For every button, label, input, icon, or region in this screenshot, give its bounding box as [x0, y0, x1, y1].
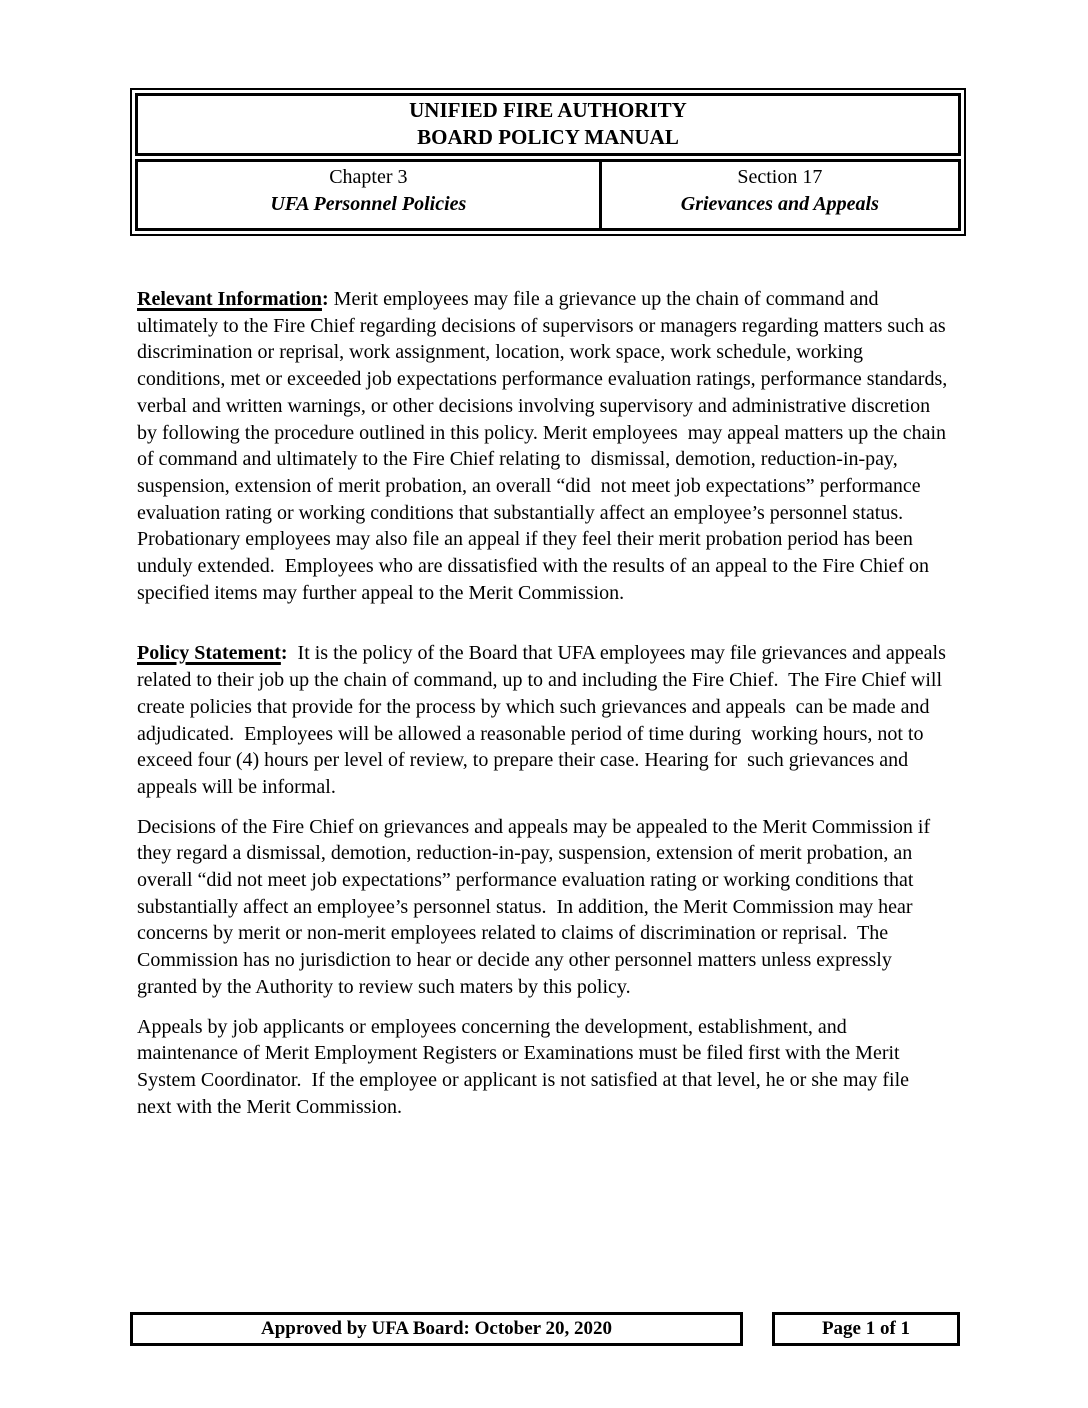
policy-header-table: [130, 88, 966, 236]
relevant-information-colon: :: [321, 288, 329, 310]
document-body: [137, 286, 953, 1133]
approval-text: Approved by UFA Board: October 20, 2020: [261, 1318, 612, 1339]
approval-box: [130, 1312, 743, 1346]
relevant-information-text: Merit employees may file a grievance up the chain of command and ultimately to the Fire Chief regarding decisions of supervisors or managers regarding matters such as discrimination or reprisal, work assignment, location, work space, work schedule, working conditions, met or exceeded job expectations performance evaluation ratings, performance standards, verbal and written warnings, or other decisions involving supervisory and administrative discretion by following the procedure outlined in this policy. Merit employees may appeal matters up the chain of command and ultimately to the Fire Chief relating to dismissal, demotion, reduction-in-pay, suspension, extension of merit probation, an overall “did not meet job expectations” performance evaluation rating or working conditions that substantially affect an employee’s personnel status. Probationary employees may also file an appeal if they feel their merit probation period has been unduly extended. Employees who are dissatisfied with the results of an appeal to the Fire Chief on specified items may further appeal to the Merit Commission.: [137, 288, 953, 604]
header-title-cell: [135, 93, 961, 156]
body-paragraph-appeals: Appeals by job applicants or employees concerning the development, establishment, and maintenance of Merit Employment Registers or Examinations must be filed first with the Merit System Coordinator. If the employee or applicant is not satisfied at that level, he or she may file next with the Merit Commission.: [137, 1015, 920, 1118]
body-paragraph-decisions: Decisions of the Fire Chief on grievances and appeals may be appealed to the Merit Commission if they regard a dismissal, demotion, reduction-in-pay, suspension, extension of merit probation, an overall “did not meet job expectations” performance evaluation rating or working conditions that substantially affect an employee’s personnel status. In addition, the Merit Commission may hear concerns by merit or non-merit employees related to claims of discrimination or reprisal. The Commission has no jurisdiction to hear or decide any other personnel matters unless expressly granted by the Authority to review such maters by this policy.: [137, 815, 941, 998]
chapter-name: UFA Personnel Policies: [270, 193, 467, 215]
header-info-row: [135, 159, 961, 231]
policy-statement-paragraph: [137, 640, 949, 800]
section-label: Section 17: [737, 166, 823, 188]
relevant-information-paragraph: [137, 286, 953, 606]
chapter-cell: [135, 159, 602, 231]
policy-statement-text: It is the policy of the Board that UFA employees may file grievances and appeals related to their job up the chain of command, up to and including the Fire Chief. The Fire Chief will create policies that provide for the process by which such grievances and appeals can be made and adjudicated. Employees will be allowed a reasonable period of time during working hours, not to exceed four (4) hours per level of review, to prepare their case. Hearing for such grievances and appeals will be informal.: [137, 642, 951, 798]
policy-statement-colon: :: [280, 642, 288, 665]
relevant-information-heading: Relevant Information: [137, 288, 322, 310]
org-title: UNIFIED FIRE AUTHORITY: [409, 98, 687, 122]
section-cell: [602, 159, 961, 231]
page-number-box: [772, 1312, 960, 1346]
document-footer: [130, 1312, 960, 1346]
chapter-label: Chapter 3: [329, 166, 408, 188]
manual-title: BOARD POLICY MANUAL: [417, 125, 679, 149]
page-number-text: Page 1 of 1: [821, 1318, 911, 1339]
policy-statement-heading: Policy Statement: [137, 642, 281, 665]
section-name: Grievances and Appeals: [680, 193, 879, 215]
